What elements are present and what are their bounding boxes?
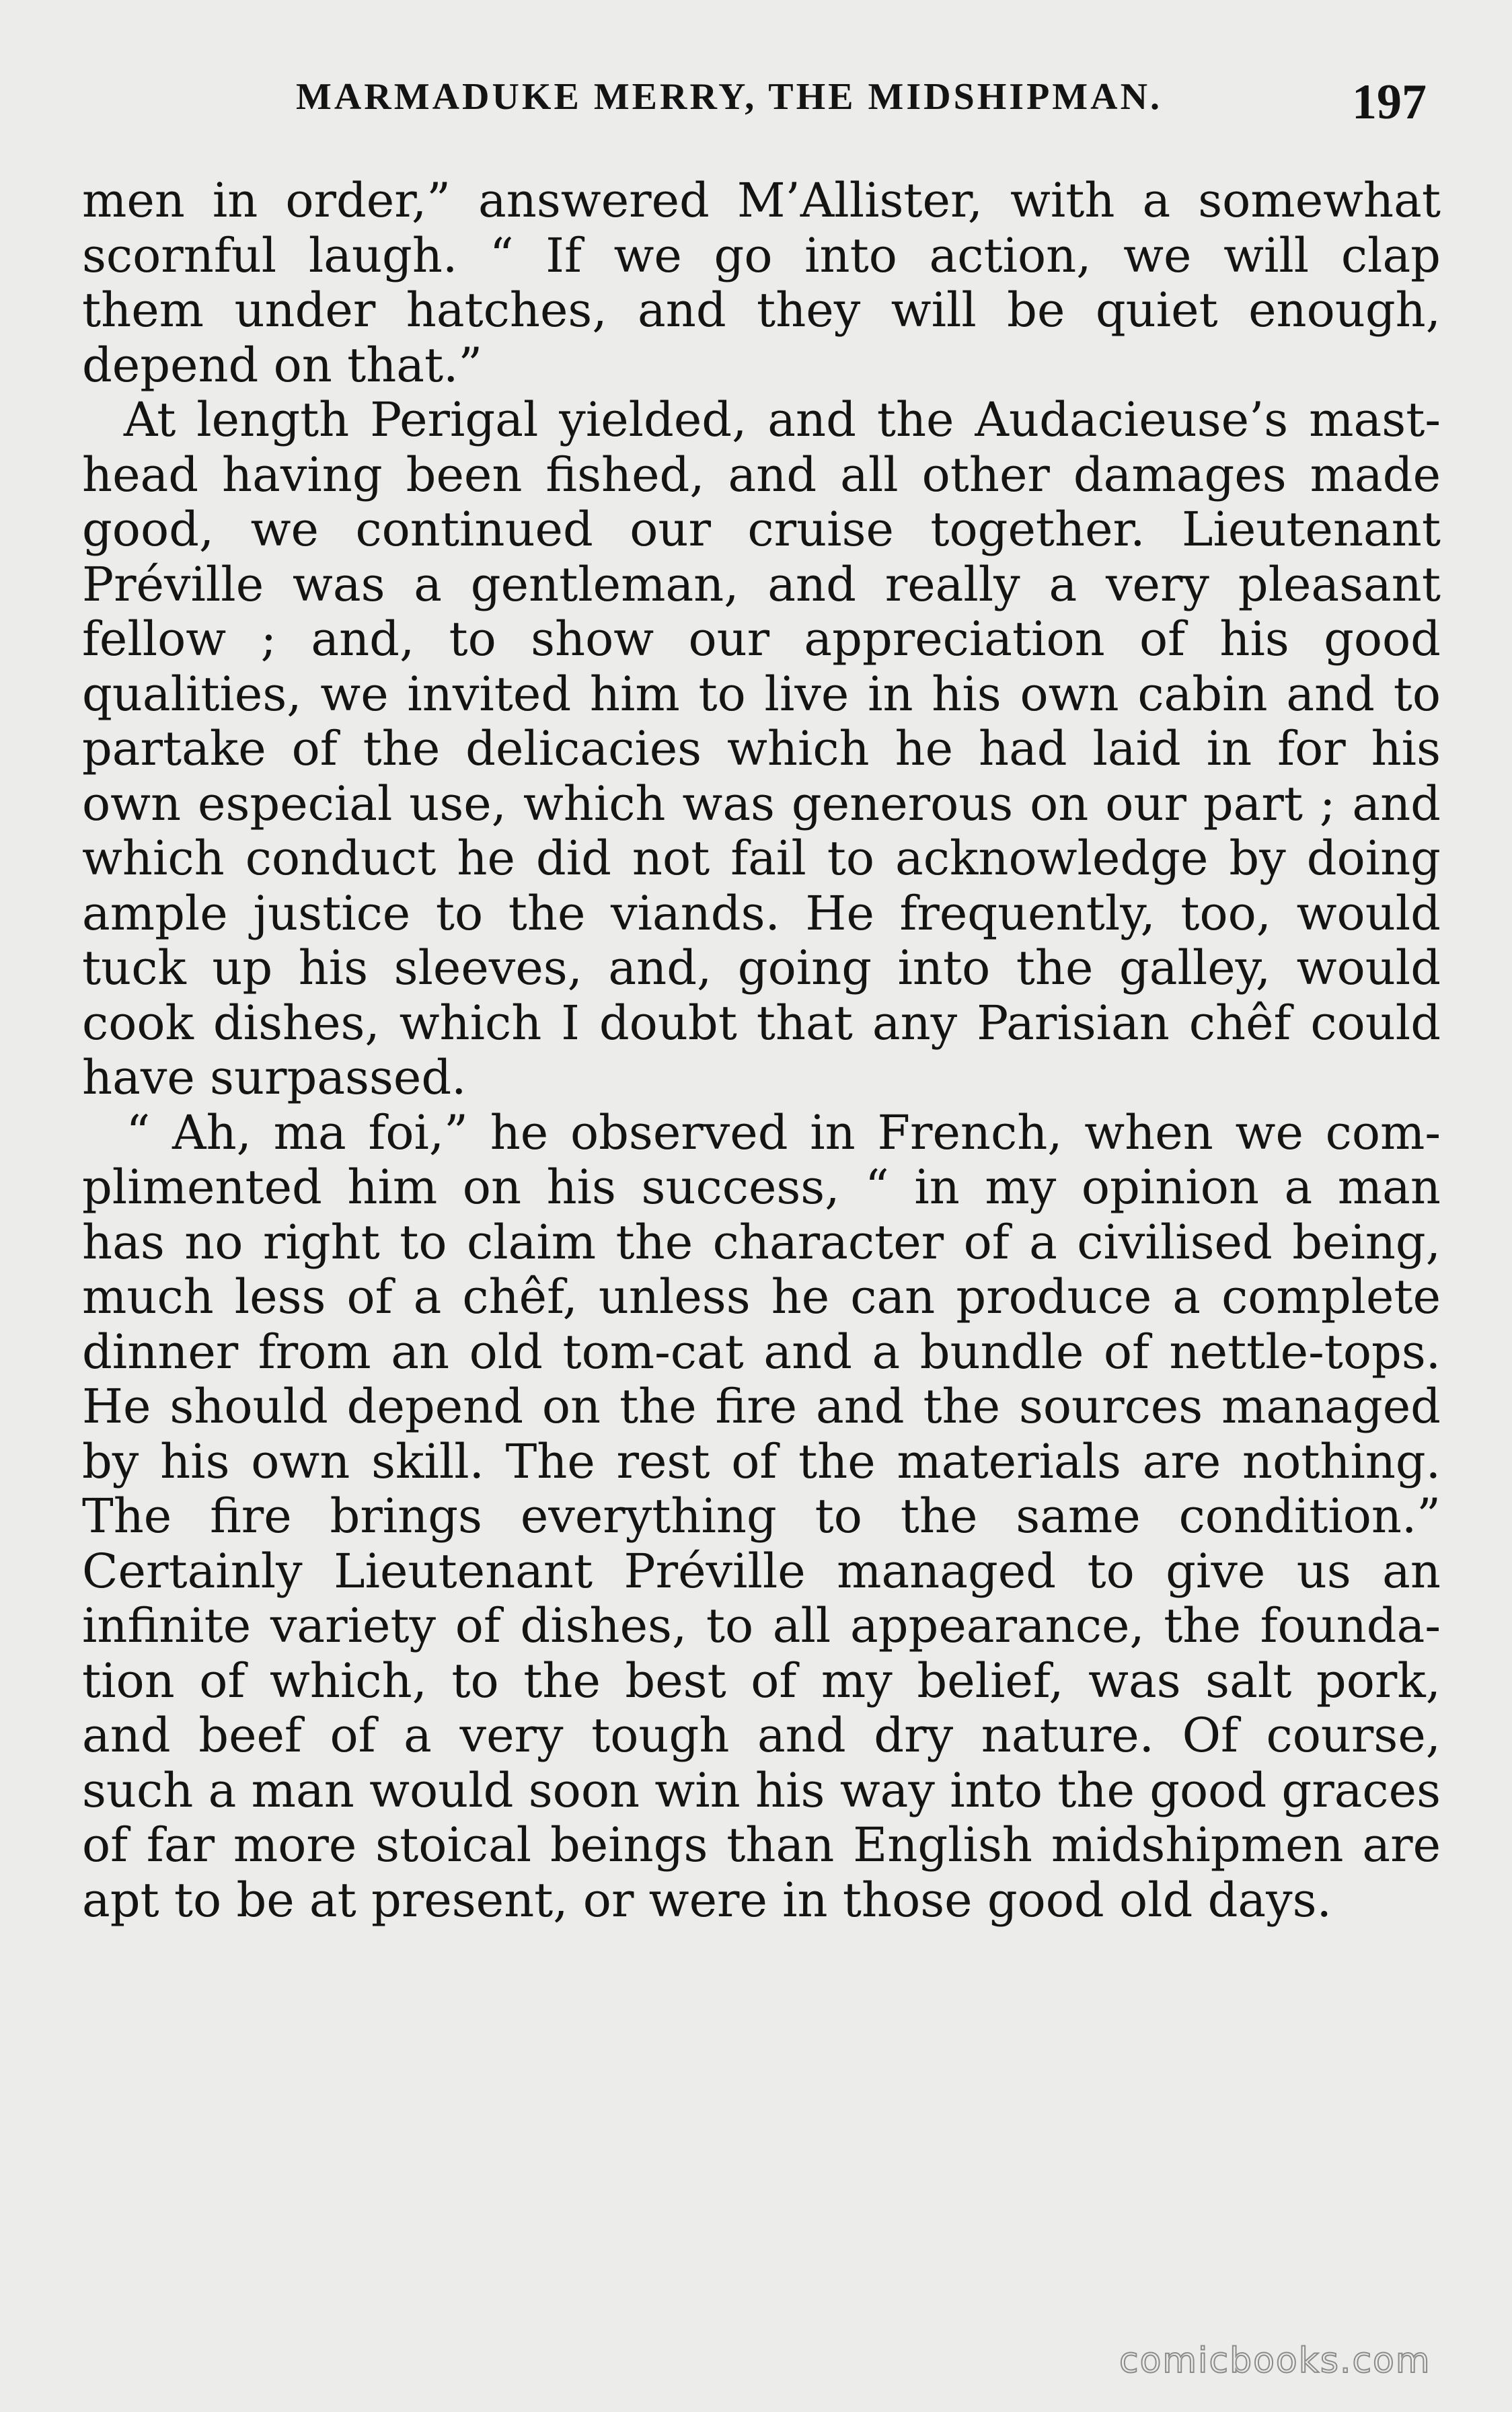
text-line: much less of a chêf, unless he can produce a complete xyxy=(82,1269,1441,1324)
text-line: such a man would soon win his way into the good graces xyxy=(82,1762,1441,1818)
watermark: comicbooks.com xyxy=(1119,2341,1431,2381)
text-line: fellow ; and, to show our appreciation of his good xyxy=(82,611,1441,667)
text-line: men in order,” answered M’Allister, with a somewhat xyxy=(82,173,1441,228)
text-line: ample justice to the viands. He frequently, too, would xyxy=(82,885,1441,941)
text-line: them under hatches, and they will be quiet enough, xyxy=(82,282,1441,338)
text-line: qualities, we invited him to live in his own cabin and to xyxy=(82,666,1441,722)
text-line: “ Ah, ma foi,” he observed in French, when we com- xyxy=(82,1104,1441,1160)
text-line: He should depend on the fire and the sources managed xyxy=(82,1379,1441,1434)
text-line: have surpassed. xyxy=(82,1050,467,1105)
text-line: plimented him on his success, “ in my opinion a man xyxy=(82,1160,1441,1215)
text-line: and beef of a very tough and dry nature. Of course, xyxy=(82,1708,1441,1763)
text-line: dinner from an old tom-cat and a bundle of nettle-tops. xyxy=(82,1324,1441,1380)
text-line: of far more stoical beings than English midshipmen are xyxy=(82,1817,1441,1873)
text-line: scornful laugh. “ If we go into action, we will clap xyxy=(82,227,1441,283)
body-text xyxy=(82,174,1441,1928)
text-line: which conduct he did not fail to acknowledge by doing xyxy=(82,831,1441,886)
text-line: own especial use, which was generous on our part ; and xyxy=(82,776,1441,831)
text-line: At length Perigal yielded, and the Audacieuse’s mast- xyxy=(82,392,1441,447)
text-line: depend on that.” xyxy=(82,337,483,393)
running-title: MARMADUKE MERRY, THE MIDSHIPMAN. xyxy=(296,76,1163,118)
text-line: head having been fished, and all other damages made xyxy=(82,447,1441,502)
text-line: partake of the delicacies which he had laid in for his xyxy=(82,721,1441,776)
text-line: tuck up his sleeves, and, going into the galley, would xyxy=(82,940,1441,995)
text-line: cook dishes, which I doubt that any Parisian chêf could xyxy=(82,995,1441,1051)
text-line: has no right to claim the character of a civilised being, xyxy=(82,1214,1441,1270)
text-line: by his own skill. The rest of the materials are nothing. xyxy=(82,1433,1441,1489)
page-number: 197 xyxy=(1352,75,1427,130)
text-line: tion of which, to the best of my belief, was salt pork, xyxy=(82,1653,1441,1708)
text-line: good, we continued our cruise together. Lieutenant xyxy=(82,502,1441,557)
text-line: Certainly Lieutenant Préville managed to give us an xyxy=(82,1543,1441,1599)
text-line: apt to be at present, or were in those good old days. xyxy=(82,1872,1332,1928)
text-line: The fire brings everything to the same condition.” xyxy=(82,1488,1441,1544)
text-line: infinite variety of dishes, to all appearance, the founda- xyxy=(82,1598,1441,1653)
text-line: Préville was a gentleman, and really a very pleasant xyxy=(82,556,1441,612)
